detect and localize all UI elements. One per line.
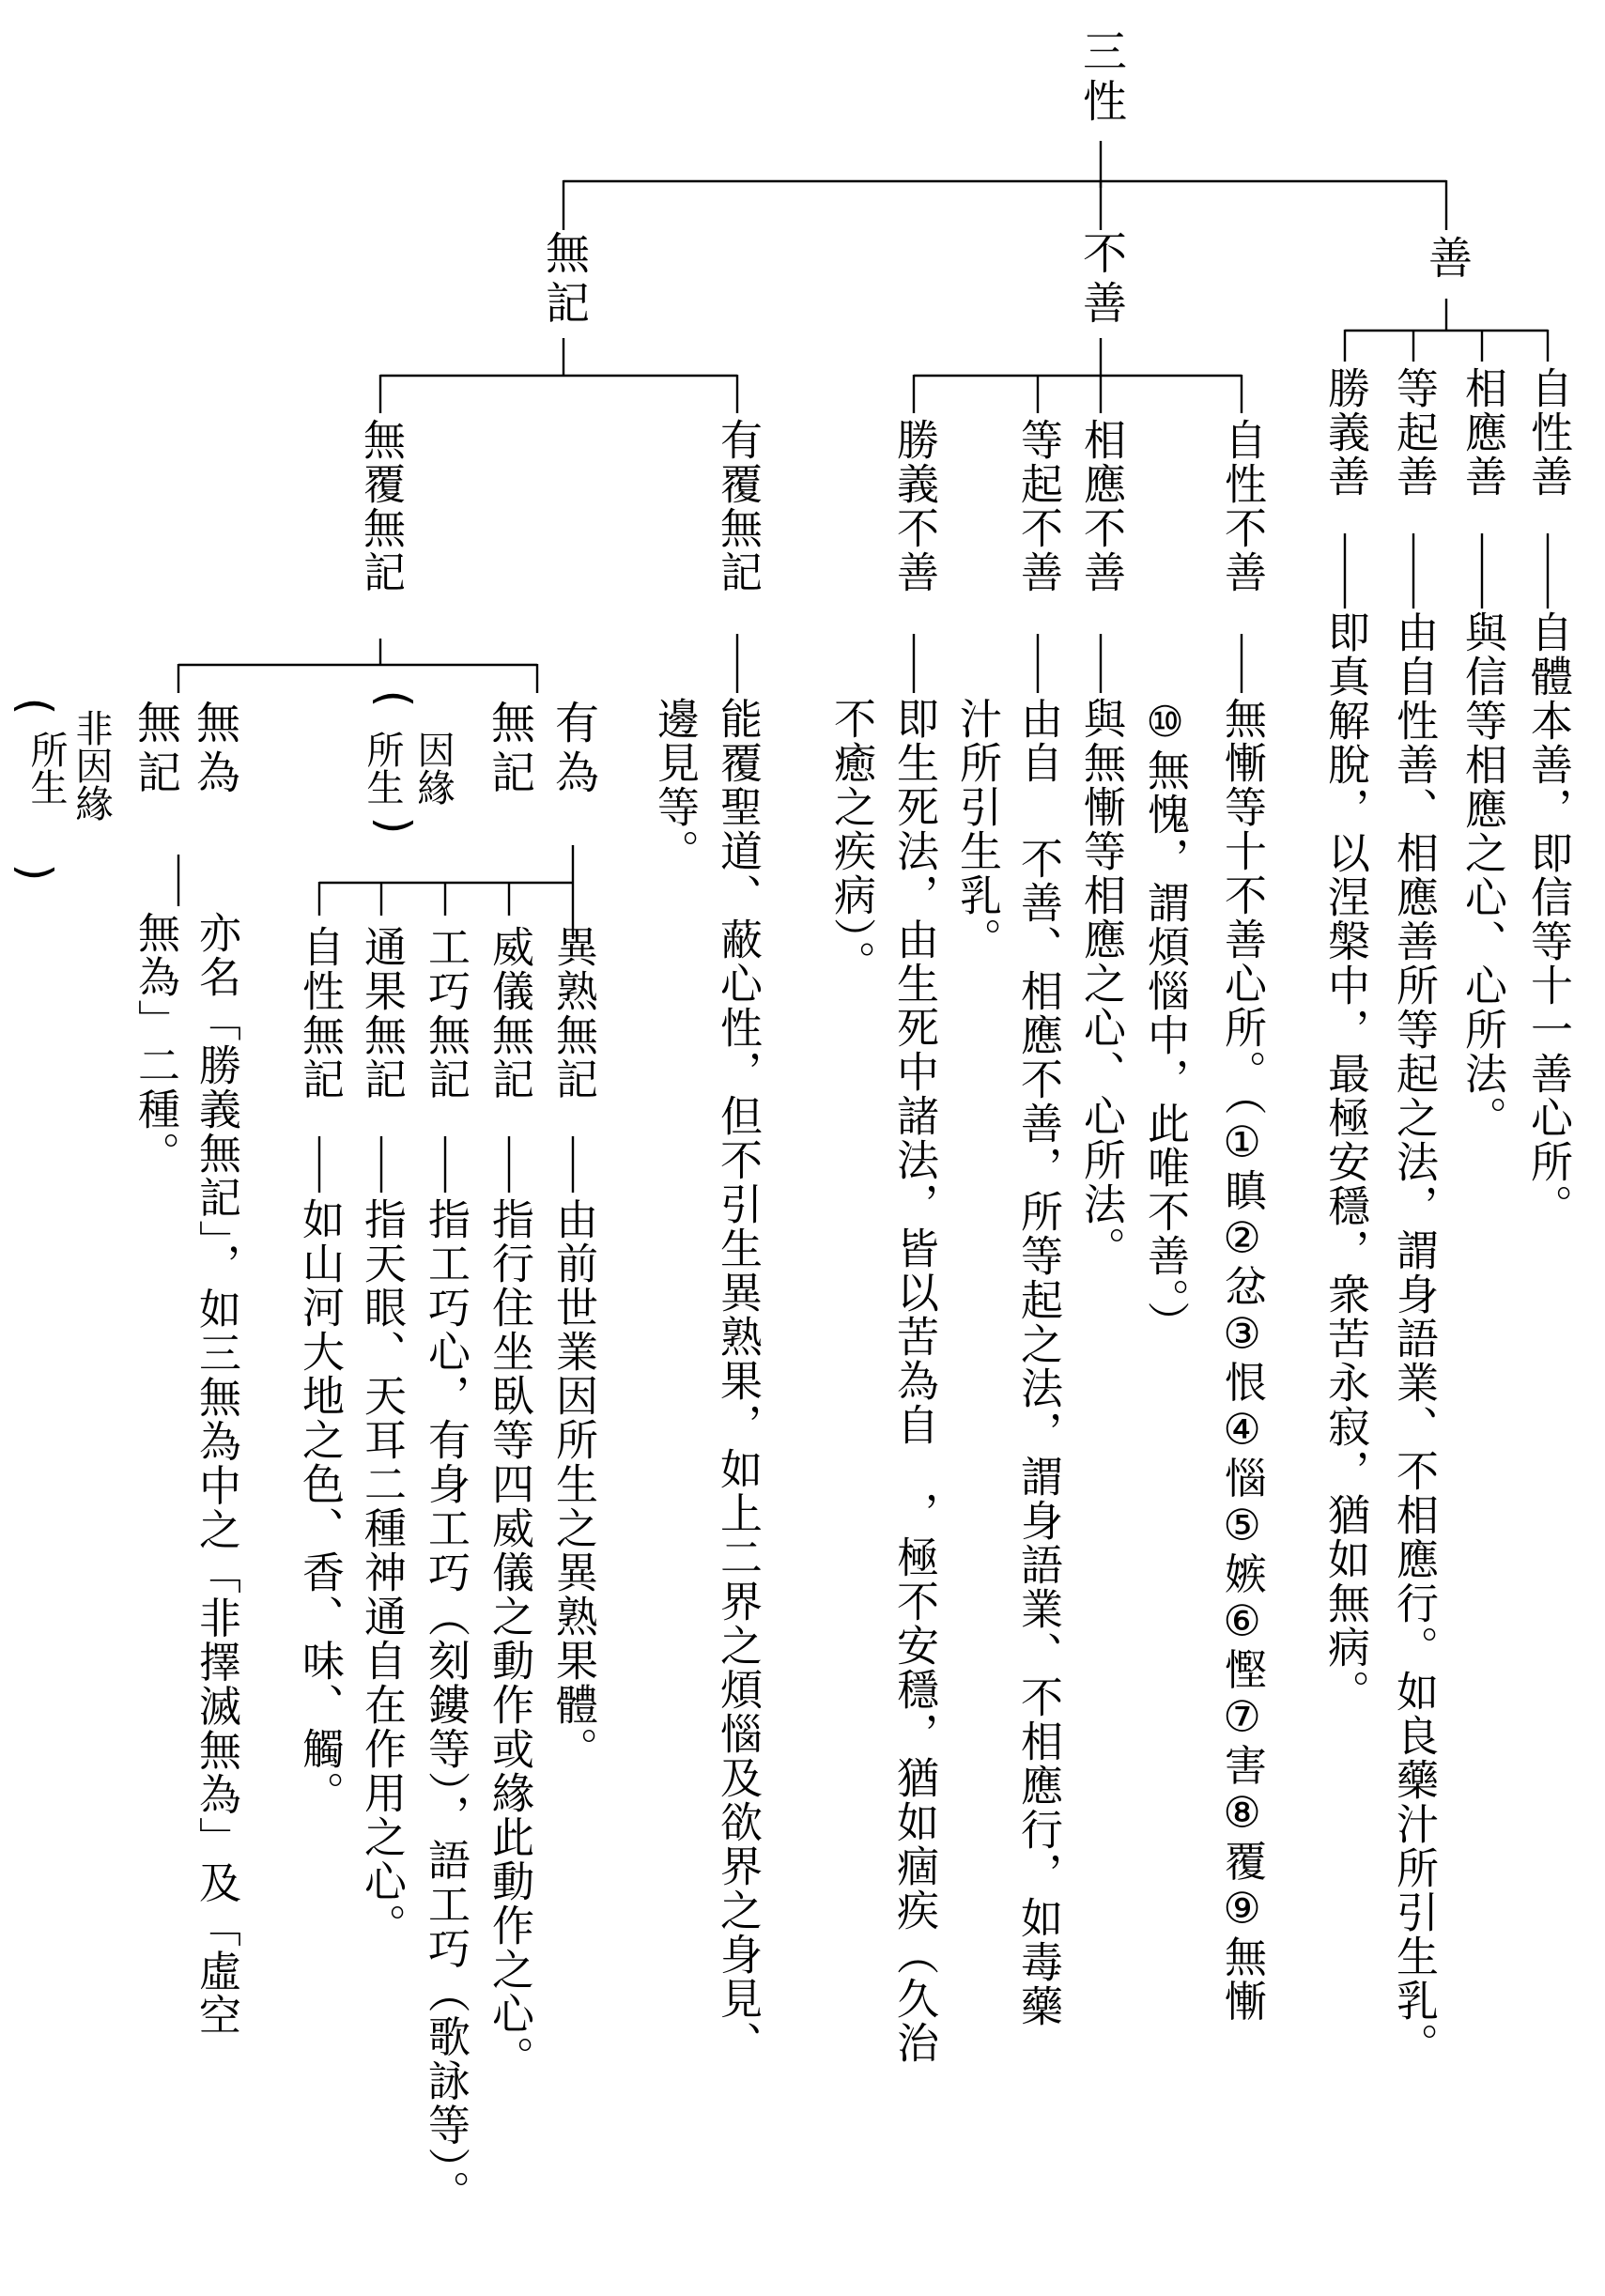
youwei-item-name: 自性無記 (295, 925, 345, 1102)
youwei-item-name: 異熟無記 (548, 925, 598, 1102)
wuwei-label-line1: 無為 (189, 700, 240, 799)
bushan-item-name: 勝義不善 (889, 418, 939, 594)
bushan-item-desc: 由自 不善、相應不善，所等起之法，謂身語業、不相應行，如毒藥 (1013, 697, 1063, 2028)
node-wuji: 無記 (538, 230, 590, 330)
node-bushan: 不善 (1075, 230, 1127, 330)
close-paren-mark: ) (367, 816, 421, 835)
youwei-label-line2: 無記 (484, 700, 535, 799)
shan-item-name: 自性善 (1523, 366, 1573, 499)
youwei-label-line1: 有為 (548, 700, 599, 799)
shan-item-name: 等起善 (1389, 366, 1439, 499)
bushan-item-name: 等起不善 (1013, 418, 1063, 594)
youwei-item-desc: 指天眼、天耳二種神通自在作用之心。 (357, 1197, 407, 1948)
youwei-item-name: 威儀無記 (485, 925, 534, 1102)
bushan-item-desc-cont: ⑩無愧，謂煩惱中，此唯不善。） (1140, 697, 1190, 1346)
wuwei-desc: 亦名「勝義無記」，如三無為中之「非擇滅無為」及「虛空 (192, 911, 241, 2038)
shan-item-desc: 由自性善、相應善所等起之法，謂身語業、不相應行。如良藥汁所引生乳。 (1389, 610, 1439, 2067)
wuwei-note-b: 所生 (24, 731, 68, 806)
bushan-item-desc: 與無慚等相應之心、心所法。 (1076, 697, 1126, 1271)
youfu-wuji-desc-cont: 邊見等。 (650, 697, 700, 873)
youwei-item-desc: 指工巧心，有身工巧（刻鏤等），語工巧（歌詠等）。 (421, 1197, 471, 2214)
bushan-item-desc-cont: 汁所引生乳。 (952, 697, 1002, 962)
youwei-item-name: 通果無記 (357, 925, 407, 1102)
youwei-item-desc: 如山河大地之色、香、味、觸。 (295, 1197, 345, 1815)
close-paren-mark: ) (8, 863, 62, 882)
bushan-item-desc: 無慚等十不善心所。（①瞋②忿③恨④惱⑤嫉⑥慳⑦害⑧覆⑨無慚 (1217, 697, 1267, 2024)
bushan-item-desc: 即生死法，由生死中諸法，皆以苦為自 ，極不安穩，猶如痼疾（久治 (889, 697, 939, 2065)
youwei-item-name: 工巧無記 (421, 925, 471, 1102)
youfu-wuji-name: 有覆無記 (713, 418, 763, 594)
shan-item-desc: 與信等相應之心、心所法。 (1458, 610, 1507, 1140)
bushan-item-name: 相應不善 (1076, 418, 1126, 594)
wufu-wuji-name: 無覆無記 (356, 418, 406, 594)
open-paren-mark: ( (8, 697, 62, 716)
shan-item-desc: 即真解脫，以涅槃中，最極安穩，衆苦永寂，猶如無病。 (1320, 610, 1370, 1714)
shan-item-name: 勝義善 (1320, 366, 1370, 499)
bushan-item-desc-cont: 不癒之疾病）。 (826, 697, 876, 985)
youfu-wuji-desc: 能覆聖道、蔽心性，但不引生異熟果，如上二界之煩惱及欲界之身見、 (713, 697, 763, 2065)
open-paren-mark: ( (367, 689, 421, 708)
bushan-item-name: 自性不善 (1217, 418, 1267, 594)
node-shan: 善 (1421, 235, 1473, 285)
youwei-note-b: 所生 (361, 731, 404, 806)
wuwei-note-a: 非因緣 (69, 709, 113, 822)
youwei-item-desc: 指行住坐臥等四威儀之動作或緣此動作之心。 (485, 1197, 534, 2080)
root-node-three-natures: 三性 (1075, 28, 1127, 128)
shan-item-desc: 自體本善，即信等十一善心所。 (1523, 610, 1573, 1228)
wuwei-label-line2: 無記 (130, 700, 181, 799)
youwei-item-desc: 由前世業因所生之異熟果體。 (548, 1197, 598, 1771)
wuwei-desc-cont: 無為」二種。 (131, 911, 180, 1176)
youwei-note-a: 因緣 (411, 731, 455, 806)
shan-item-name: 相應善 (1458, 366, 1507, 499)
